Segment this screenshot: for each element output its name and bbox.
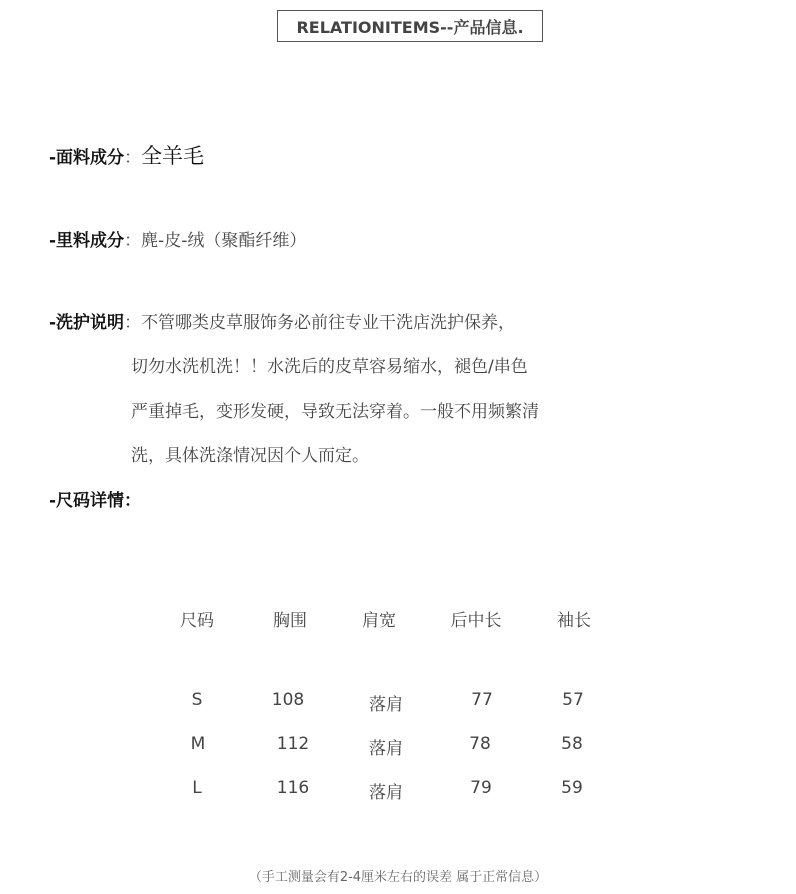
table-row: [150, 690, 620, 720]
care-row: [49, 308, 515, 333]
cell-size: S: [191, 690, 203, 710]
care-line-3: 严重掉毛，变形发硬，导致无法穿着。一般不用频繁清: [131, 402, 539, 422]
fabric-label: -面料成分: [49, 148, 125, 168]
cell-size: M: [190, 734, 206, 754]
care-line-1: 不管哪类皮草服饰务必前往专业干洗店洗护保养，: [141, 313, 516, 333]
cell-size: L: [192, 778, 202, 798]
header-chest: 胸围: [273, 611, 307, 631]
size-label: -尺码详情：: [49, 491, 142, 511]
cell-shoulder: 落肩: [369, 695, 403, 715]
header-size: 尺码: [180, 611, 214, 631]
cell-shoulder: 落肩: [369, 739, 403, 759]
care-line-4: 洗，具体洗涤情况因个人而定。: [131, 446, 369, 466]
page-title-box: [277, 10, 543, 42]
fabric-separator: ：: [124, 148, 142, 168]
size-table-header: [150, 606, 620, 636]
cell-chest: 112: [276, 734, 310, 754]
measurement-footnote: （手工测量会有2-4厘米左右的误差 属于正常信息）: [248, 870, 548, 885]
lining-label: -里料成分: [49, 231, 125, 251]
lining-separator: ：: [124, 231, 142, 251]
fabric-value: 全羊毛: [141, 144, 205, 168]
cell-sleeve: 58: [561, 734, 583, 754]
care-line-2: 切勿水洗机洗！！水洗后的皮草容易缩水，褪色/串色: [131, 357, 528, 377]
care-label: -洗护说明: [49, 313, 125, 333]
size-row: [49, 486, 141, 511]
cell-back-length: 77: [471, 690, 493, 710]
cell-back-length: 79: [470, 778, 492, 798]
care-separator: ：: [124, 313, 142, 333]
lining-value: 麂-皮-绒（聚酯纤维）: [141, 231, 307, 251]
cell-chest: 108: [271, 690, 305, 710]
cell-chest: 116: [276, 778, 310, 798]
cell-sleeve: 59: [561, 778, 583, 798]
header-shoulder: 肩宽: [362, 611, 396, 631]
table-row: [150, 734, 620, 764]
page-title: RELATIONITEMS--产品信息.: [296, 17, 524, 37]
lining-row: [49, 226, 306, 251]
header-sleeve: 袖长: [557, 611, 591, 631]
cell-sleeve: 57: [562, 690, 584, 710]
fabric-row: [49, 140, 204, 170]
table-row: [150, 778, 620, 808]
header-back-length: 后中长: [450, 611, 502, 631]
cell-shoulder: 落肩: [369, 783, 403, 803]
cell-back-length: 78: [469, 734, 491, 754]
